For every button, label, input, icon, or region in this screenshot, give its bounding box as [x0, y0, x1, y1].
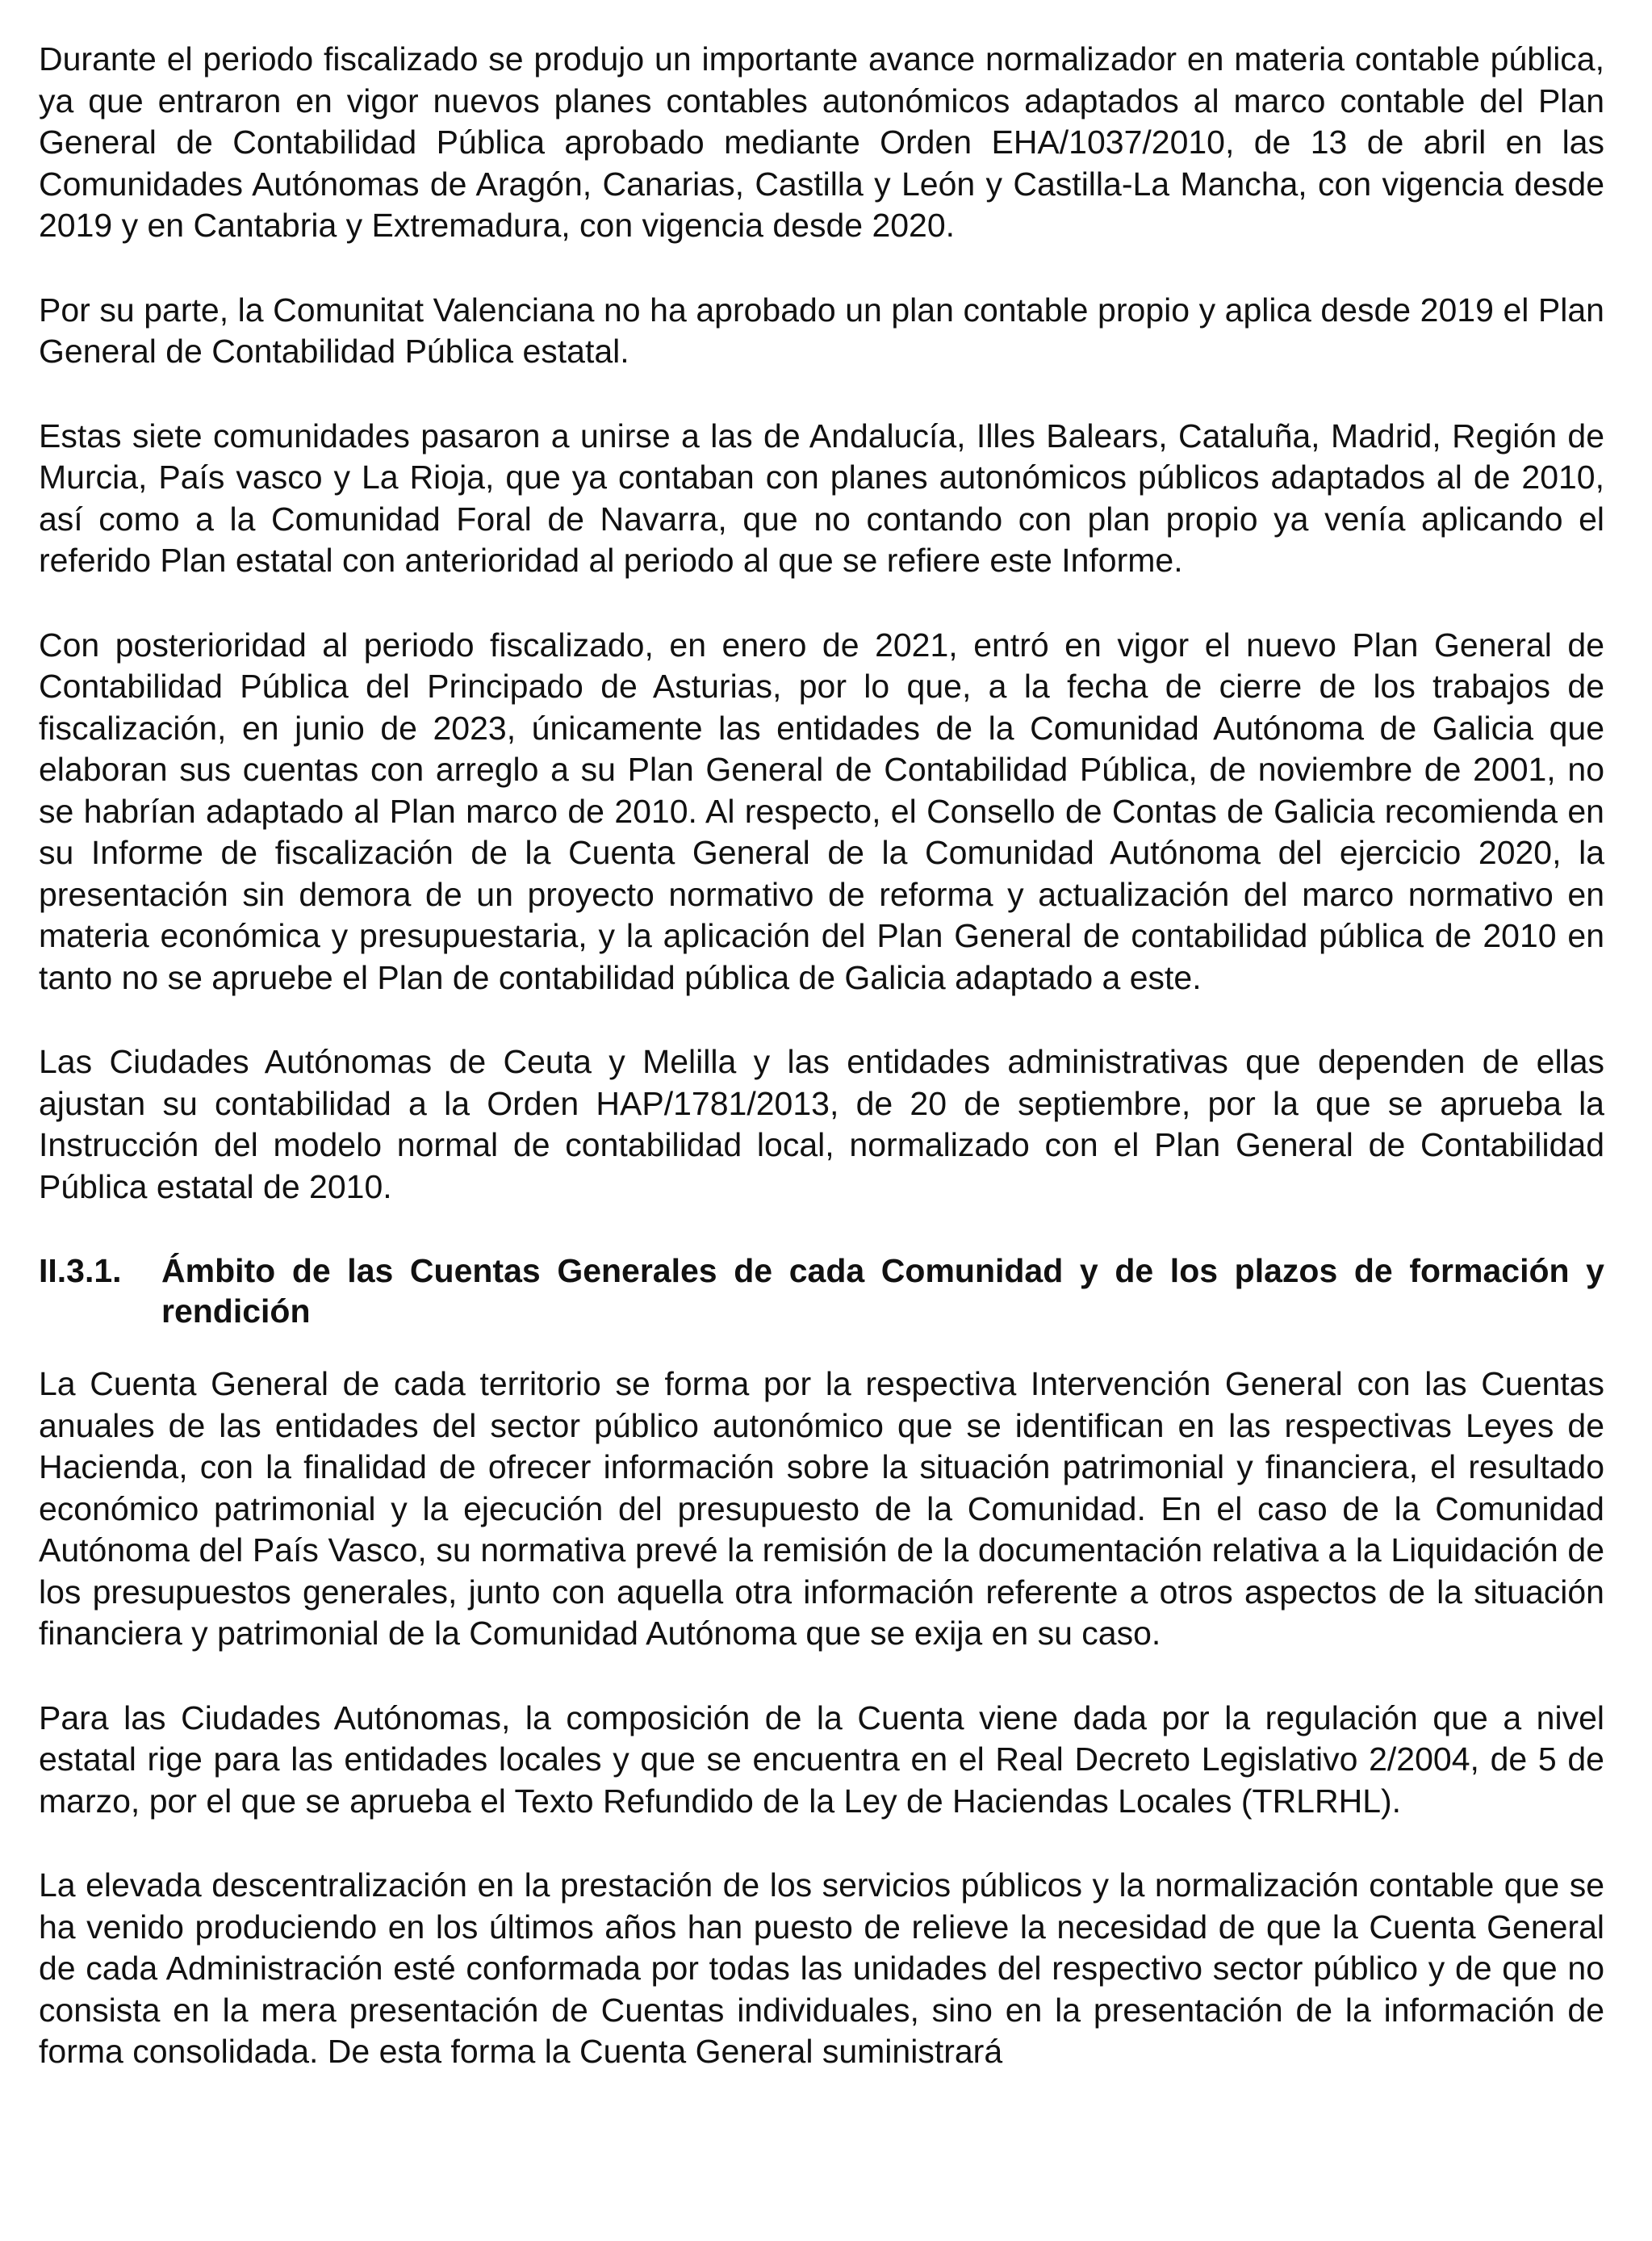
paragraph-asturias-galicia: Con posterioridad al periodo fiscalizado, en enero de 2021, entró en vigor el nuevo Plan General de Contabilidad Pública del Principado de Asturias, por lo que, a la fecha de cierre de los trabajos de fiscalización, en junio de 2023, únicamente las entidades de la Comunidad Autónoma de Galicia que elaboran sus cuentas con arreglo a su Plan General de Contabilidad Pública, de noviembre de 2001, no se habrían adaptado al Plan marco de 2010. Al respecto, el Consello de Contas de Galicia recomienda en su Informe de fiscalización de la Cuenta General de la Comunidad Autónoma del ejercicio 2020, la presentación sin demora de un proyecto normativo de reforma y actualización del marco normativo en materia económica y presupuestaria, y la aplicación del Plan General de contabilidad pública de 2010 en tanto no se apruebe el Plan de contabilidad pública de Galicia adaptado a este. [39, 626, 1604, 996]
section-heading [39, 1250, 1604, 1331]
document-page [39, 39, 1604, 2116]
paragraph-seven-communities: Estas siete comunidades pasaron a unirse a las de Andalucía, Illes Balears, Cataluña, Madrid, Región de Murcia, País vasco y La Rioja, que ya contaban con planes autonómicos públicos adaptados al de 2010, así como a la Comunidad Foral de Navarra, que no contando con plan propio ya venía aplicando el referido Plan estatal con anterioridad al periodo al que se refiere este Informe. [39, 417, 1604, 579]
paragraph-valenciana: Por su parte, la Comunitat Valenciana no ha aprobado un plan contable propio y aplica desde 2019 el Plan General de Contabilidad Pública estatal. [39, 291, 1604, 370]
paragraph-normalization: Durante el periodo fiscalizado se produjo un importante avance normalizador en materia contable pública, ya que entraron en vigor nuevos planes contables autonómicos adaptados al marco contable del Plan General de Contabilidad Pública aprobado mediante Orden EHA/1037/2010, de 13 de abril en las Comunidades Autónomas de Aragón, Canarias, Castilla y León y Castilla-La Mancha, con vigencia desde 2019 y en Cantabria y Extremadura, con vigencia desde 2020. [39, 40, 1604, 244]
section-number: II.3.1. [39, 1252, 122, 1289]
paragraph-ceuta-melilla: Las Ciudades Autónomas de Ceuta y Melilla y las entidades administrativas que dependen de ellas ajustan su contabilidad a la Orden HAP/1781/2013, de 20 de septiembre, por la que se aprueba la Instrucción del modelo normal de contabilidad local, normalizado con el Plan General de Contabilidad Pública estatal de 2010. [39, 1043, 1604, 1205]
paragraph-descentralizacion: La elevada descentralización en la prestación de los servicios públicos y la normalización contable que se ha venido produciendo en los últimos años han puesto de relieve la necesidad de que la Cuenta General de cada Administración esté conformada por todas las unidades del respectivo sector público y de que no consista en la mera presentación de Cuentas individuales, sino en la presentación de la información de forma consolidada. De esta forma la Cuenta General suministrará [39, 1866, 1604, 2070]
paragraph-cuenta-general: La Cuenta General de cada territorio se forma por la respectiva Intervención General con las Cuentas anuales de las entidades del sector público autonómico que se identifican en las respectivas Leyes de Hacienda, con la finalidad de ofrecer información sobre la situación patrimonial y financiera, el resultado económico patrimonial y la ejecución del presupuesto de la Comunidad. En el caso de la Comunidad Autónoma del País Vasco, su normativa prevé la remisión de la documentación relativa a la Liquidación de los presupuestos generales, junto con aquella otra información referente a otros aspectos de la situación financiera y patrimonial de la Comunidad Autónoma que se exija en su caso. [39, 1365, 1604, 1652]
paragraph-ciudades-autonomas: Para las Ciudades Autónomas, la composición de la Cuenta viene dada por la regulación que a nivel estatal rige para las entidades locales y que se encuentra en el Real Decreto Legislativo 2/2004, de 5 de marzo, por el que se aprueba el Texto Refundido de la Ley de Haciendas Locales (TRLRHL). [39, 1699, 1604, 1820]
section-title: Ámbito de las Cuentas Generales de cada Comunidad y de los plazos de formación y rendición [161, 1252, 1604, 1330]
